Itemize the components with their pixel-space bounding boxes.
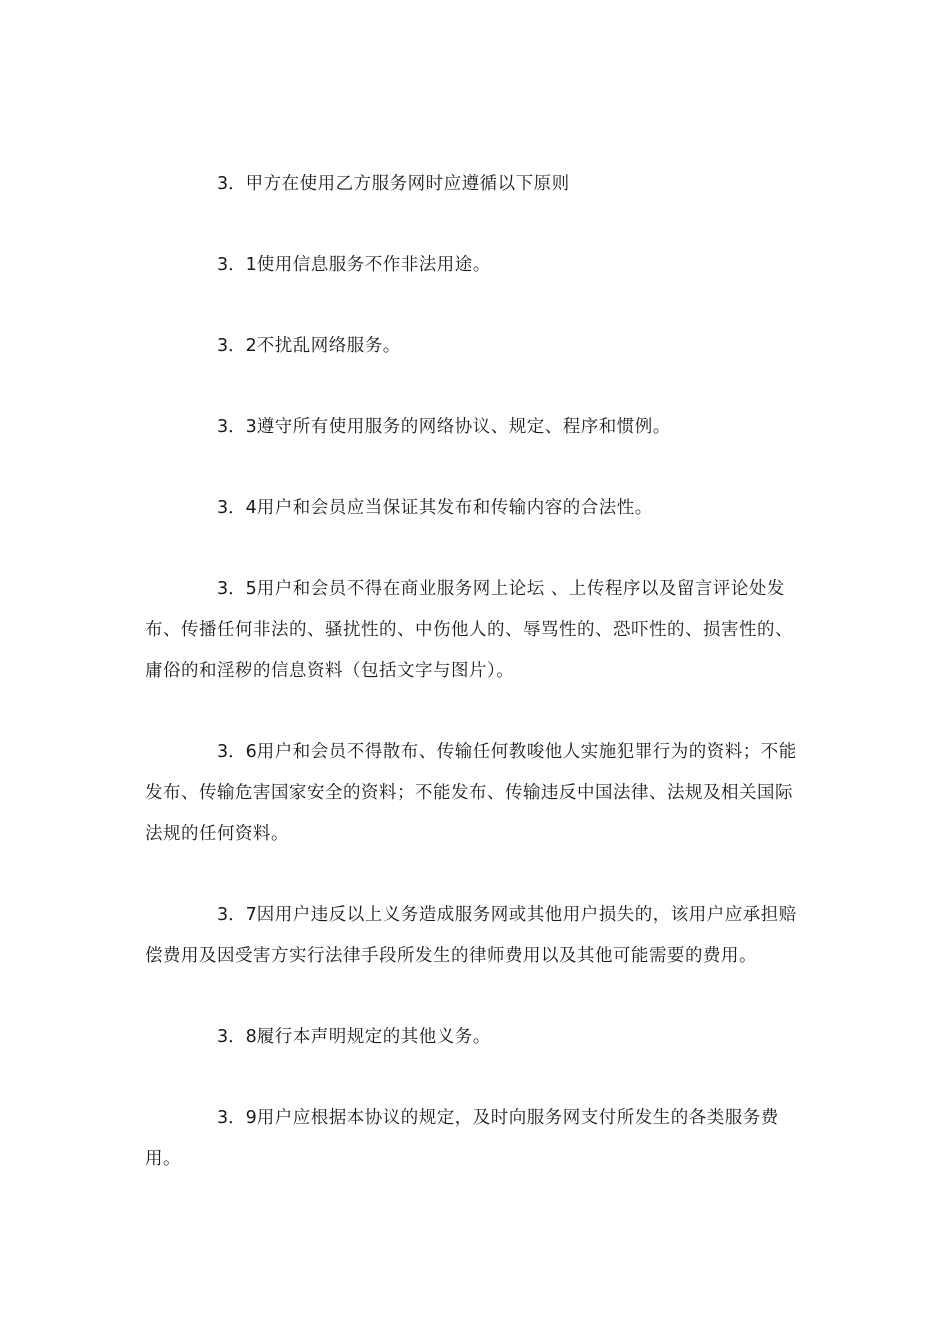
- clause-number: 3．8: [217, 1027, 257, 1047]
- clause-3-1: [145, 245, 810, 286]
- clause-text: 遵守所有使用服务的网络协议、规定、程序和惯例。: [256, 417, 671, 437]
- clause-3-9: [145, 1098, 810, 1180]
- clause-3-4: [145, 488, 810, 529]
- clause-3-2: [145, 326, 810, 367]
- document-body: [145, 164, 810, 1220]
- clause-text: 用户和会员应当保证其发布和传输内容的合法性。: [256, 498, 653, 518]
- clause-text: 不扰乱网络服务。: [256, 336, 401, 356]
- clause-3-6: [145, 732, 810, 855]
- section-heading-text: 甲方在使用乙方服务网时应遵循以下原则: [245, 174, 570, 194]
- section-heading: [145, 164, 810, 205]
- clause-number: 3．2: [217, 336, 257, 356]
- clause-number: 3．6: [217, 742, 257, 762]
- clause-number: 3．4: [217, 498, 257, 518]
- clause-3-8: [145, 1017, 810, 1058]
- clause-text: 用户和会员不得在商业服务网上论坛 、上传程序以及留言评论处发布、传播任何非法的、骚扰性的、中伤他人的、辱骂性的、恐吓性的、损害性的、庸俗的和淫秽的信息资料（包括文字与图片）。: [145, 579, 793, 681]
- clause-3-7: [145, 895, 810, 977]
- clause-number: 3．1: [217, 255, 257, 275]
- clause-text: 履行本声明规定的其他义务。: [256, 1027, 491, 1047]
- clause-3-5: [145, 569, 810, 692]
- clause-number: 3．3: [217, 417, 257, 437]
- clause-number: 3．7: [217, 905, 257, 925]
- clause-number: 3．5: [217, 579, 257, 599]
- clause-number: 3．9: [217, 1108, 257, 1128]
- clause-text: 用户应根据本协议的规定，及时向服务网支付所发生的各类服务费用。: [145, 1108, 779, 1169]
- section-number: 3．: [217, 174, 246, 194]
- clause-text: 因用户违反以上义务造成服务网或其他用户损失的，该用户应承担赔偿费用及因受害方实行法律手段所发生的律师费用以及其他可能需要的费用。: [145, 905, 797, 966]
- clause-3-3: [145, 407, 810, 448]
- clause-text: 使用信息服务不作非法用途。: [256, 255, 491, 275]
- clause-text: 用户和会员不得散布、传输任何教唆他人实施犯罪行为的资料；不能发布、传输危害国家安全的资料；不能发布、传输违反中国法律、法规及相关国际法规的任何资料。: [145, 742, 797, 844]
